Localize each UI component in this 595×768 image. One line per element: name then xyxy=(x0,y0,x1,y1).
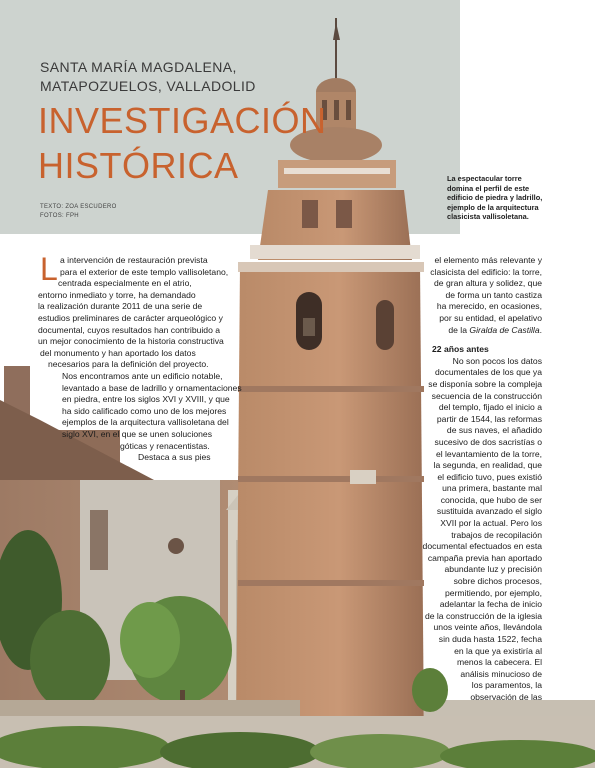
text-line: de la construcción de la iglesia xyxy=(424,610,542,621)
text-line: Nos encontramos ante un edificio notable, xyxy=(62,370,223,381)
text-line: trabajos de recopilación xyxy=(451,529,542,540)
text-line: XVII por la actual. Pero los xyxy=(440,518,542,529)
text-line: conocida, que hubo de ser xyxy=(440,494,542,505)
text-line: sucesivo de dos sacristías o xyxy=(434,436,542,447)
text-line: sobre dichos procesos, xyxy=(453,576,542,587)
text-line: de sus naves, el añadido xyxy=(446,425,542,436)
text-line: el elemento más relevante y xyxy=(434,255,542,265)
text-line: el edificio tuvo, pues existió xyxy=(437,471,542,482)
body-column-right xyxy=(402,255,542,704)
text-line: sin duda hasta 1522, fecha xyxy=(438,634,542,644)
text-line: el levantamiento de la torre, xyxy=(435,448,542,459)
text-line: sustituida avanzado el siglo xyxy=(436,506,542,517)
caption-line: ejemplo de la arquitectura xyxy=(447,202,539,212)
text-line: una primera, bastante mal xyxy=(442,483,542,494)
text-line: Destaca a sus pies xyxy=(138,452,211,463)
credits xyxy=(40,203,117,221)
text-line: estudios preliminares de carácter arqueológico y xyxy=(38,312,223,323)
italic-span: Giralda de Castilla xyxy=(469,324,540,335)
text-line: documentales de los que ya xyxy=(434,367,542,378)
text-span: . xyxy=(539,324,542,335)
text-line: No son pocos los datos xyxy=(452,355,542,366)
photo-caption xyxy=(447,174,587,222)
text-line: a intervención de restauración prevista xyxy=(60,255,208,265)
text-line: observación de las xyxy=(470,691,542,702)
text-line: la realización durante 2011 de una serie de xyxy=(38,301,203,312)
text-line xyxy=(402,325,542,337)
text-line: documental efectuados en esta xyxy=(422,541,542,552)
text-line: góticas y renacentistas. xyxy=(120,440,210,451)
text-line: clasicista del edificio: la torre, xyxy=(430,266,542,277)
caption-line: clasicista vallisoletana. xyxy=(447,212,529,222)
text-line: permitiendo, por ejemplo, xyxy=(445,587,542,598)
text-line: partir de 1544, las reformas xyxy=(436,413,542,424)
text-line: necesarios para la definición del proyecto. xyxy=(48,359,209,370)
page-title xyxy=(38,98,327,188)
text-line: de forma un tanto castiza xyxy=(445,289,542,300)
text-line: para el exterior de este templo vallisoletano, xyxy=(60,266,229,277)
text-line: secuencia de la construcción xyxy=(431,390,542,401)
text-line: centrada especialmente en el atrio, xyxy=(58,278,192,289)
text-line: en piedra, entre los siglos XVI y XVIII, y que xyxy=(62,394,230,405)
text-line: entorno inmediato y torre, ha demandado xyxy=(38,289,196,300)
credit-text: TEXTO: ZOA ESCUDERO xyxy=(40,204,117,210)
location-line-1: SANTA MARÍA MAGDALENA, xyxy=(40,59,237,75)
text-line: los paramentos, la xyxy=(471,680,542,691)
credit-photos: FOTOS: FPH xyxy=(40,213,79,219)
text-line: un mejor conocimiento de la historia constructiva xyxy=(38,336,224,347)
caption-line: domina el perfil de este xyxy=(447,183,530,193)
text-line: en la que ya existiría al xyxy=(454,645,542,656)
title-line-1: INVESTIGACIÓN xyxy=(38,100,327,141)
text-line: abundante luz y precisión xyxy=(444,564,542,575)
text-line: del monumento y han aportado los datos xyxy=(40,347,196,358)
text-line: ha merecido, en ocasiones, xyxy=(436,301,542,312)
text-line: la segunda, en realidad, que xyxy=(433,460,542,471)
text-line: documental, cuyos resultados han contribuido a xyxy=(38,324,221,335)
text-line: por su entidad, el apelativo xyxy=(439,312,542,323)
title-line-2: HISTÓRICA xyxy=(38,145,239,186)
text-line: análisis minucioso de xyxy=(460,668,542,679)
drop-cap: L xyxy=(40,251,58,287)
text-line: de gran altura y solidez, que xyxy=(434,278,542,289)
text-line: campaña previa han aportado xyxy=(427,552,542,563)
caption-line: edificio de piedra y ladrillo, xyxy=(447,193,543,203)
text-span: de la xyxy=(448,324,470,335)
body-column-left xyxy=(38,251,248,464)
text-line: adelantar la fecha de inicio xyxy=(439,599,542,610)
text-line: ha sido calificado como uno de los mejores xyxy=(62,405,227,416)
text-line: se disponía sobre la compleja xyxy=(428,378,542,389)
text-line: menos la cabecera. El xyxy=(456,657,542,668)
caption-line: La espectacular torre xyxy=(447,174,522,183)
text-line: levantado a base de ladrillo y ornamentaciones xyxy=(62,382,242,393)
text-line: unos veinte años, llevándola xyxy=(433,622,542,633)
location-line-2: MATAPOZUELOS, VALLADOLID xyxy=(40,78,256,94)
text-line: ejemplos de la arquitectura vallisoletana del xyxy=(62,417,229,428)
text-line: del templo, fijado el inicio a xyxy=(438,402,542,413)
section-subheading: 22 años antes xyxy=(432,344,489,355)
location-heading xyxy=(40,58,256,96)
text-line: siglo XVI, en el que se unen soluciones xyxy=(62,428,213,439)
